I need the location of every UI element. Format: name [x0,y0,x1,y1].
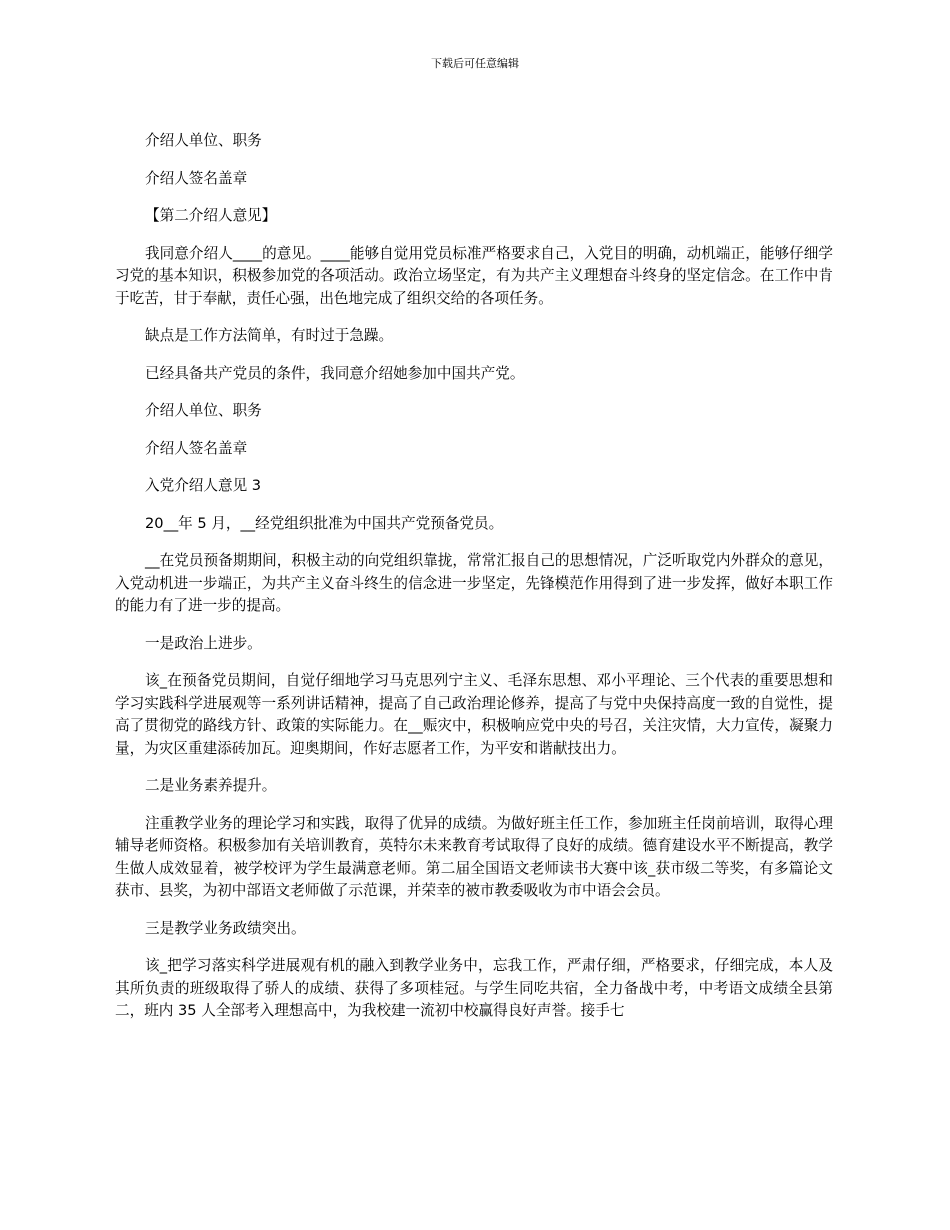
paragraph: 20__年 5 月，__经党组织批准为中国共产党预备党员。 [145,514,504,532]
paragraph: 已经具备共产党员的条件，我同意介绍她参加中国共产党。 [145,364,525,382]
document-body [115,130,833,1038]
paragraph: 介绍人单位、职务 [145,402,262,419]
section-heading: 入党介绍人意见 3 [145,477,262,494]
paragraph: 介绍人签名盖章 [145,439,248,457]
section-heading: 一是政治上进步。 [145,634,262,652]
paragraph: 该_在预备党员期间，自觉仔细地学习马克思列宁主义、毛泽东思想、邓小平理论、三个代表的重要思想和学习实践科学进展观等一系列讲话精神，提高了自己政治理论修养，提高了与党中央保持高度一致的自觉性，提高了贯彻党的路线方针、政策的实际能力。在__赈灾中，积极响应党中央的号召，关注灾情，大力宣传，凝聚力量，为灾区重建添砖加瓦。迎奥期间，作好志愿者工作，为平安和谐献技出力。 [115,672,833,757]
paragraph: 该_把学习落实科学进展观有机的融入到教学业务中，忘我工作，严肃仔细，严格要求，仔细完成，本人及其所负责的班级取得了骄人的成绩、获得了多项桂冠。与学生同吃共宿，全力备战中考，中考语文成绩全县第二，班内 35 人全部考入理想高中，为我校建一流初中校赢得良好声誉。接手七 [115,957,833,1019]
paragraph: 缺点是工作方法简单，有时过于急躁。 [145,327,394,344]
paragraph: 介绍人签名盖章 [145,169,248,187]
paragraph: 介绍人单位、职务 [145,132,262,149]
paragraph: 注重教学业务的理论学习和实践，取得了优异的成绩。为做好班主任工作，参加班主任岗前培训，取得心理辅导老师资格。积极参加有关培训教育，英特尔未来教育考试取得了良好的成绩。德育建设水平不断提高，教学生做人成效显着，被学校评为学生最满意老师。第二届全国语文老师读书大赛中该_获市级二等奖，有多篇论文获市、县奖，为初中部语文老师做了示范课，并荣幸的被市教委吸收为市中语会会员。 [115,814,833,899]
page-header: 下载后可任意编辑 [431,57,519,70]
section-heading: 【第二介绍人意见】 [145,207,277,224]
section-heading: 二是业务素养提升。 [145,777,277,794]
paragraph: __在党员预备期期间，积极主动的向党组织靠拢，常常汇报自己的思想情况，广泛听取党内外群众的意见，入党动机进一步端正，为共产主义奋斗终生的信念进一步坚定，先锋模范作用得到了进一步发挥，做好本职工作的能力有了进一步的提高。 [115,552,833,614]
section-heading: 三是教学业务政绩突出。 [145,919,306,937]
paragraph: 我同意介绍人____的意见。____能够自觉用党员标准严格要求自己，入党目的明确，动机端正，能够仔细学习党的基本知识，积极参加党的各项活动。政治立场坚定，有为共产主义理想奋斗终身的坚定信念。在工作中肯于吃苦，甘于奉献，责任心强，出色地完成了组织交给的各项任务。 [115,244,833,307]
